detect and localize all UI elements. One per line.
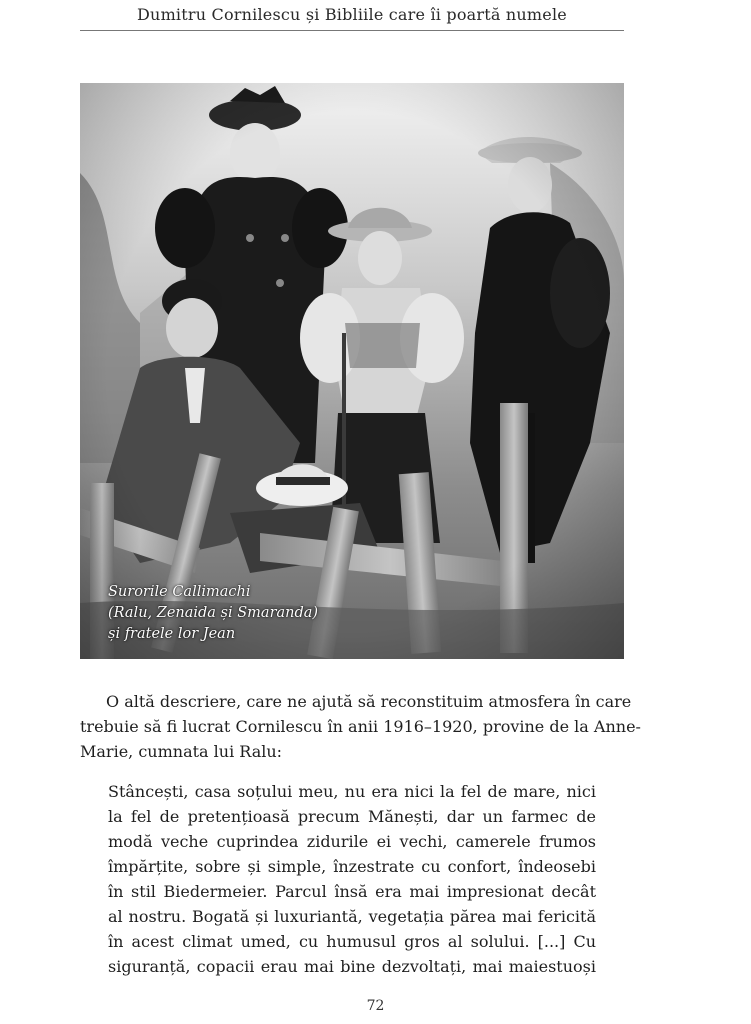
page-number: 72 xyxy=(366,998,385,1014)
photo-illustration xyxy=(80,83,624,659)
header-rule xyxy=(80,30,624,31)
quote-line: al nostru. Bogată și luxuriantă, vegetația părea mai fericită xyxy=(108,907,596,926)
paragraph-line: O altă descriere, care ne ajută să reconstituim atmosfera în care xyxy=(106,692,632,711)
running-header: Dumitru Cornilescu și Bibliile care îi poartă numele xyxy=(137,5,567,24)
quote-line: în acest climat umed, cu humusul gros al solului. [...] Cu xyxy=(108,932,596,951)
quote-line: împărțite, sobre și simple, înzestrate cu confort, îndeosebi xyxy=(108,857,596,876)
photo-vignette xyxy=(80,83,624,659)
block-quote xyxy=(108,779,596,979)
quote-line: Stâncești, casa soțului meu, nu era nici la fel de mare, nici xyxy=(108,782,596,801)
caption-line: și fratele lor Jean xyxy=(108,626,236,642)
paragraph-line: trebuie să fi lucrat Cornilescu în anii 1916–1920, provine de la Anne- xyxy=(80,717,641,736)
quote-line: modă veche cuprindea zidurile ei vechi, camerele frumos xyxy=(108,832,596,851)
quote-line: la fel de pretențioasă precum Mănești, dar un farmec de xyxy=(108,807,596,826)
historical-photo xyxy=(80,83,624,659)
body-paragraph xyxy=(80,689,641,764)
paragraph-line: Marie, cumnata lui Ralu: xyxy=(80,742,283,761)
quote-line: siguranță, copacii erau mai bine dezvoltați, mai maiestuoși xyxy=(108,957,596,976)
caption-line: (Ralu, Zenaida și Smaranda) xyxy=(108,605,319,621)
photo-caption xyxy=(108,582,318,645)
caption-line: Surorile Callimachi xyxy=(108,584,251,600)
quote-line: în stil Biedermeier. Parcul însă era mai impresionat decât xyxy=(108,882,596,901)
